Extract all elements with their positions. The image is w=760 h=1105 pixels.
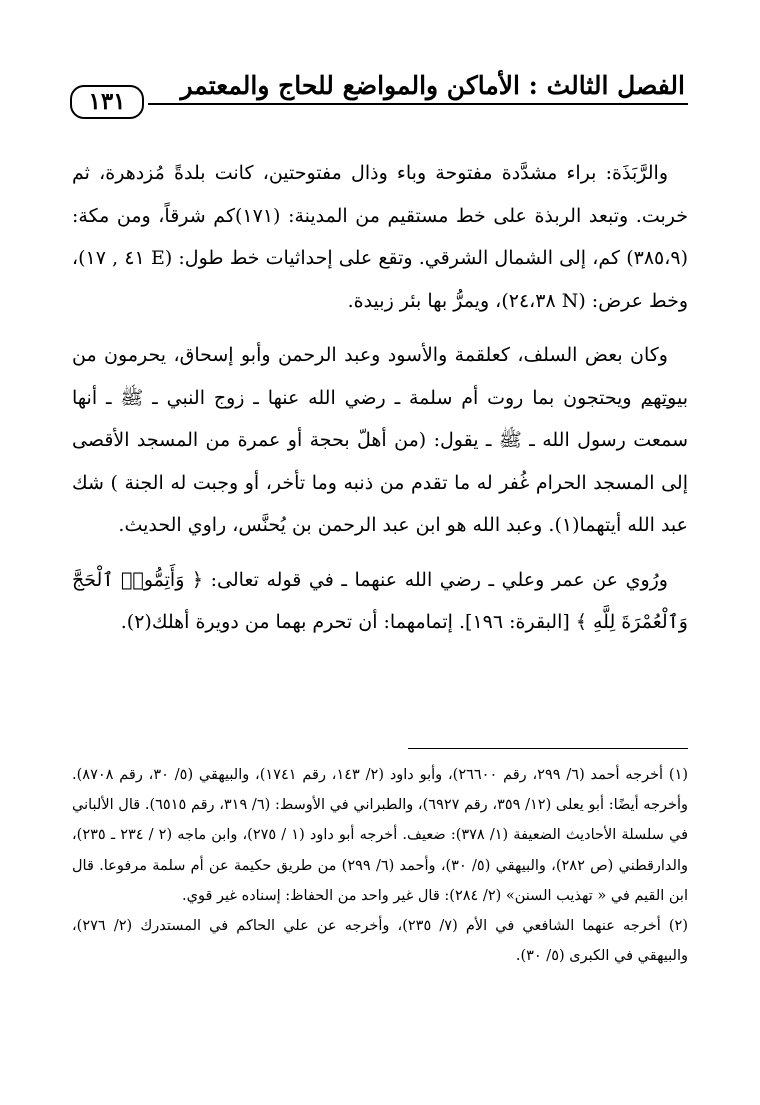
paragraph-salaf: [72, 334, 688, 547]
main-text: [72, 152, 688, 644]
paragraph-salaf-start: وكان بعض السلف، كعلقمة والأسود وعبد الرحمن وأبو إسحاق، يحرمون من: [72, 344, 668, 366]
underlined-word: بيوتهم: [640, 386, 688, 409]
paragraph-umar-ali: ورُوي عن عمر وعلي ـ رضي الله عنهما ـ في قوله تعالى: ﴿ وَأَتِمُّوا۟ ٱلْحَجَّ وَٱلْعُمْرَةَ لِلَّهِ ﴾ [البقرة: ١٩٦]. إتمامهما: أن تحرم بهما من دويرة أهلك(٢).: [72, 568, 688, 633]
footnote-2: (٢) أخرجه عنهما الشافعي في الأم (٧/ ٢٣٥)، وأخرجه عن علي الحاكم في المستدرك (٢/ ٢٧٦)، والبيهقي في الكبرى (٥/ ٣٠).: [72, 918, 688, 965]
footnote-separator: [408, 748, 688, 749]
paragraph-salaf-end: ويحتجون بما روت أم سلمة ـ رضي الله عنها ـ زوج النبي ـ ﷺ ـ أنها سمعت رسول الله ـ ﷺ ـ يقول: (من أهلّ بحجة أو عمرة من المسجد الأقصى إلى المسجد الحرام غُفر له ما تقدم من ذنبه وما تأخر، أو وجبت له الجنة ) شك عبد الله أيتهما(١). وعبد الله هو ابن عبد الرحمن بن يُحنَّس، راوي الحديث.: [72, 386, 688, 536]
chapter-title: الفصل الثالث : الأماكن والمواضع للحاج والمعتمر: [180, 71, 685, 100]
footnote-1: (١) أخرجه أحمد (٦/ ٢٩٩، رقم ٢٦٦٠٠)، وأبو داود (٢/ ١٤٣، رقم ١٧٤١)، والبيهقي (٥/ ٣٠، رقم ٨٧٠٨). وأخرجه أيضًا: أبو يعلى (١٢/ ٣٥٩، رقم ٦٩٢٧)، والطبراني في الأوسط: (٦/ ٣١٩، رقم ٦٥١٥). قال الألباني في سلسلة الأحاديث الضعيفة (١/ ٣٧٨): ضعيف. أخرجه أبو داود (١ / ٢٧٥)، وابن ماجه (٢ / ٢٣٤ ـ ٢٣٥)، والدارقطني (ص ٢٨٢)، والبيهقي (٥/ ٣٠)، وأحمد (٦/ ٢٩٩) من طريق حكيمة عن أم سلمة مرفوعا. قال ابن القيم في « تهذيب السنن» (٢/ ٢٨٤): قال غير واحد من الحفاظ: إسناده غير قوي.: [72, 767, 689, 904]
page-number: ١٣١: [70, 85, 144, 119]
footnotes: [72, 760, 688, 971]
header-rule: [148, 103, 688, 105]
paragraph-rabadha: والرَّبَذَة: براء مشدَّدة مفتوحة وباء وذال مفتوحتين، كانت بلدةً مُزدهرة، ثم خربت. وتبعد الربذة على خط مستقيم من المدينة: (١٧١)كم شرقاً، ومن مكة: (٣٨٥،٩) كم، إلى الشمال الشرقي. وتقع على إحداثيات خط طول: (E ٤١ , ١٧)، وخط عرض: (N ٢٤،٣٨)، ويمرُّ بها بئر زبيدة.: [72, 162, 689, 312]
